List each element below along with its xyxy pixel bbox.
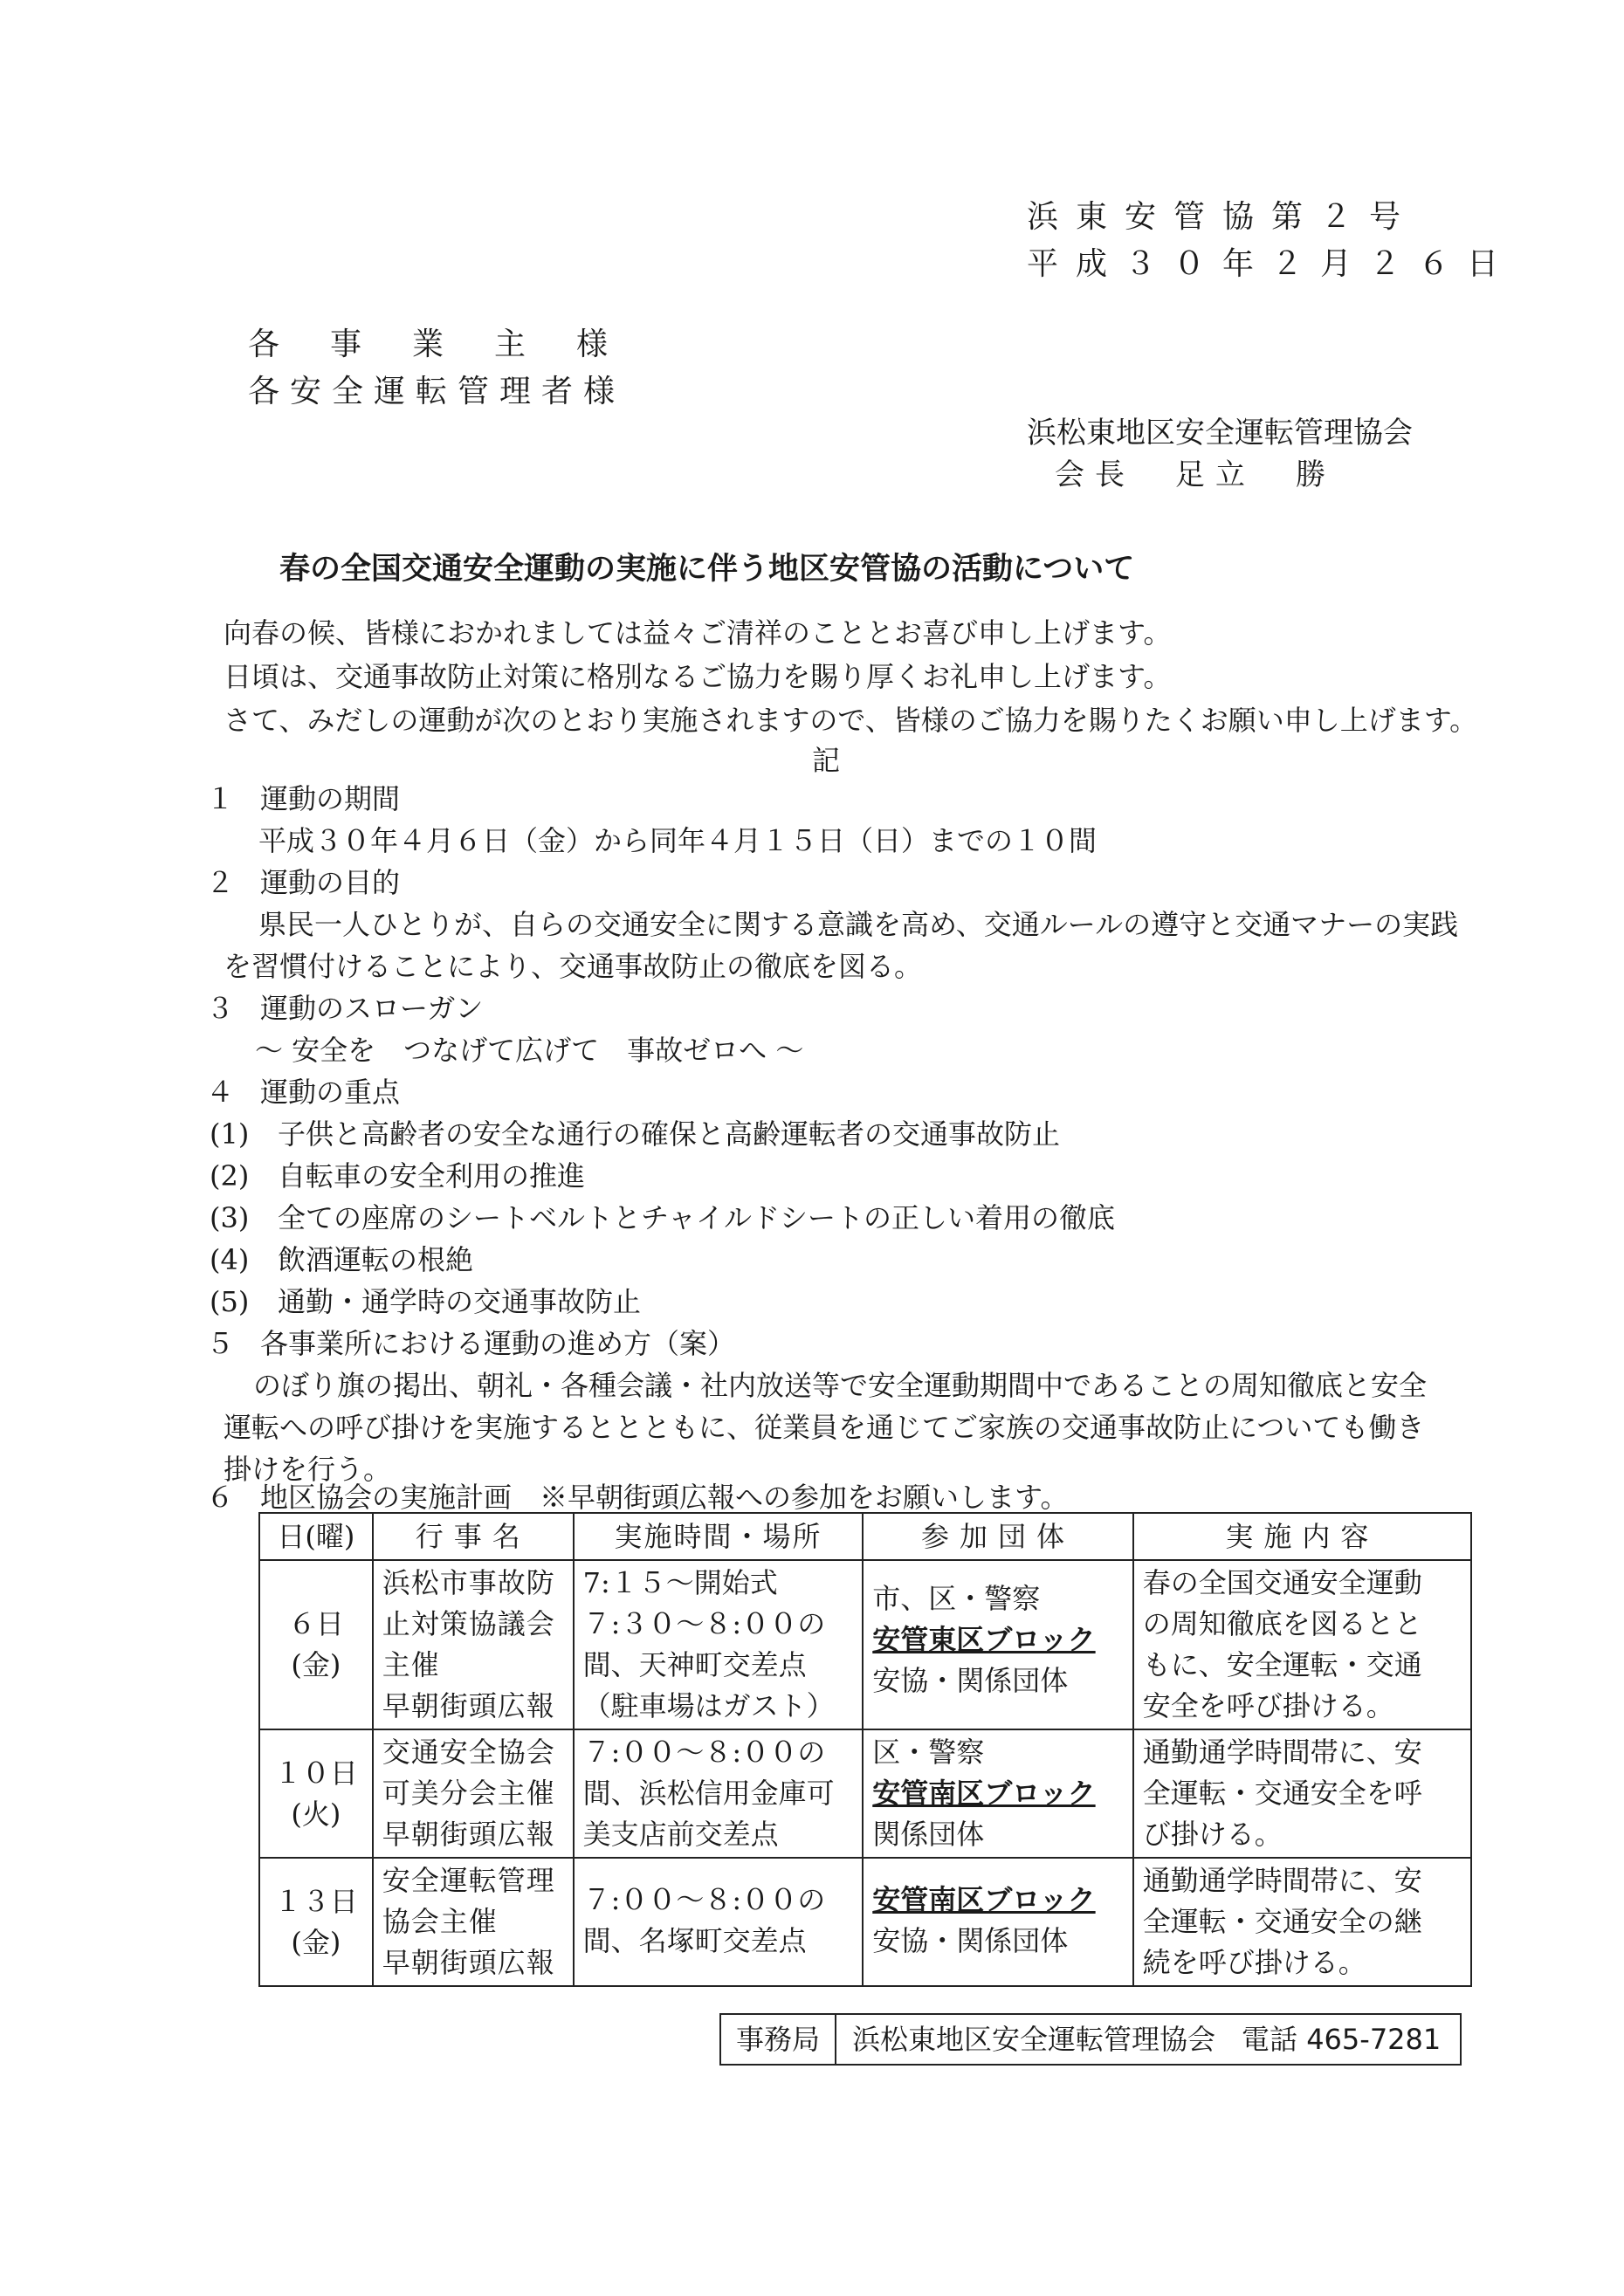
- day-cell: １３日 (金): [259, 1858, 373, 1986]
- section-3-slogan: ～ 安全を つなげて広げて 事故ゼロへ ～: [255, 1034, 804, 1067]
- office-phone: 電話 465-7281: [1242, 2023, 1442, 2056]
- participants-cell: 区・警察 安管南区ブロック 関係団体: [863, 1729, 1132, 1858]
- header-event: 行事名: [373, 1513, 574, 1560]
- south-block-label: 安管南区ブロック: [872, 1777, 1096, 1810]
- day-cell: １０日 (火): [259, 1729, 373, 1858]
- section-2-body-line-2: を習慣付けることにより、交通事故防止の徹底を図る。: [224, 950, 923, 983]
- content-cell: 春の全国交通安全運動 の周知徹底を図るとと もに、安全運転・交通 安全を呼び掛ける。: [1133, 1560, 1471, 1729]
- section-1-heading: １ 運動の期間: [206, 782, 401, 815]
- intro-line-2: 日頃は、交通事故防止対策に格別なるご協力を賜り厚くお礼申し上げます。: [224, 660, 1172, 693]
- header-day: 日(曜): [259, 1513, 373, 1560]
- day-cell: ６日 (金): [259, 1560, 373, 1729]
- section-1-body: 平成３０年４月６日（金）から同年４月１５日（日）までの１０間: [258, 824, 1098, 857]
- document-number: 浜東安管協第２号: [1027, 199, 1419, 235]
- header-time-place: 実施時間・場所: [574, 1513, 864, 1560]
- content-cell: 通勤通学時間帯に、安 全運転・交通安全の継 続を呼び掛ける。: [1133, 1858, 1471, 1986]
- section-3-heading: ３ 運動のスローガン: [206, 992, 484, 1025]
- time-place-cell: 7:１５～開始式 ７:３０～８:００の 間、天神町交差点 （駐車場はガスト）: [574, 1560, 864, 1729]
- table-header-row: [259, 1513, 1471, 1560]
- participants-cell: 市、区・警察 安管東区ブロック 安協・関係団体: [863, 1560, 1132, 1729]
- recipient-employers: 各事業主様: [248, 327, 659, 362]
- office-label: 事務局: [721, 2015, 836, 2064]
- time-place-cell: ７:００～８:００の 間、浜松信用金庫可 美支店前交差点: [574, 1729, 864, 1858]
- time-place-cell: ７:００～８:００の 間、名塚町交差点: [574, 1858, 864, 1986]
- south-block-label: 安管南区ブロック: [872, 1883, 1096, 1916]
- contact-box: [719, 2013, 1462, 2066]
- priority-item: (1) 子供と高齢者の安全な通行の確保と高齢運転者の交通事故防止: [210, 1117, 1061, 1151]
- event-cell: 浜松市事故防 止対策協議会 主催 早朝街頭広報: [373, 1560, 574, 1729]
- office-organization: 浜松東地区安全運転管理協会: [852, 2023, 1216, 2056]
- priority-item: (5) 通勤・通学時の交通事故防止: [210, 1285, 642, 1318]
- section-6-heading: ６ 地区協会の実施計画 ※早朝街頭広報への参加をお願いします。: [206, 1481, 1069, 1514]
- header-participants: 参加団体: [863, 1513, 1132, 1560]
- recipient-safety-managers: 各安全運転管理者様: [248, 374, 626, 409]
- section-4-heading: ４ 運動の重点: [206, 1076, 401, 1109]
- priority-item: (3) 全ての座席のシートベルトとチャイルドシートの正しい着用の徹底: [210, 1201, 1116, 1234]
- table-row: [259, 1858, 1471, 1986]
- section-5-body-line-3: 掛けを行う。: [224, 1453, 392, 1486]
- page-title: 春の全国交通安全運動の実施に伴う地区安管協の活動について: [279, 552, 1135, 587]
- event-cell: 交通安全協会 可美分会主催 早朝街頭広報: [373, 1729, 574, 1858]
- section-5-heading: ５ 各事業所における運動の進め方（案）: [206, 1327, 736, 1360]
- ki-mark: 記: [812, 744, 841, 777]
- section-2-body-line-1: 県民一人ひとりが、自らの交通安全に関する意識を高め、交通ルールの遵守と交通マナーの実践: [258, 908, 1459, 941]
- section-2-heading: ２ 運動の目的: [206, 866, 401, 899]
- section-5-body-line-2: 運転への呼び掛けを実施するととともに、従業員を通じてご家族の交通事故防止についても働き: [224, 1411, 1425, 1444]
- header-content: 実施内容: [1133, 1513, 1471, 1560]
- event-cell: 安全運転管理 協会主催 早朝街頭広報: [373, 1858, 574, 1986]
- table-row: [259, 1560, 1471, 1729]
- content-cell: 通勤通学時間帯に、安 全運転・交通安全を呼 び掛ける。: [1133, 1729, 1471, 1858]
- sender-representative: 会長 足立 勝: [1055, 457, 1336, 492]
- east-block-label: 安管東区ブロック: [872, 1623, 1096, 1656]
- table-row: [259, 1729, 1471, 1858]
- implementation-plan-table: [258, 1512, 1472, 1987]
- priority-item: (4) 飲酒運転の根絶: [210, 1243, 474, 1276]
- section-5-body-line-1: のぼり旗の掲出、朝礼・各種会議・社内放送等で安全運動期間中であることの周知徹底と安全: [253, 1369, 1428, 1402]
- sender-organization: 浜松東地区安全運転管理協会: [1027, 416, 1413, 450]
- participants-cell: 安管南区ブロック 安協・関係団体: [863, 1858, 1132, 1986]
- priority-item: (2) 自転車の安全利用の推進: [210, 1159, 586, 1193]
- document-date: 平成３０年２月２６日: [1027, 246, 1517, 282]
- intro-line-1: 向春の候、皆様におかれましては益々ご清祥のこととお喜び申し上げます。: [224, 616, 1172, 650]
- intro-line-3: さて、みだしの運動が次のとおり実施されますので、皆様のご協力を賜りたくお願い申し上げます。: [224, 704, 1478, 737]
